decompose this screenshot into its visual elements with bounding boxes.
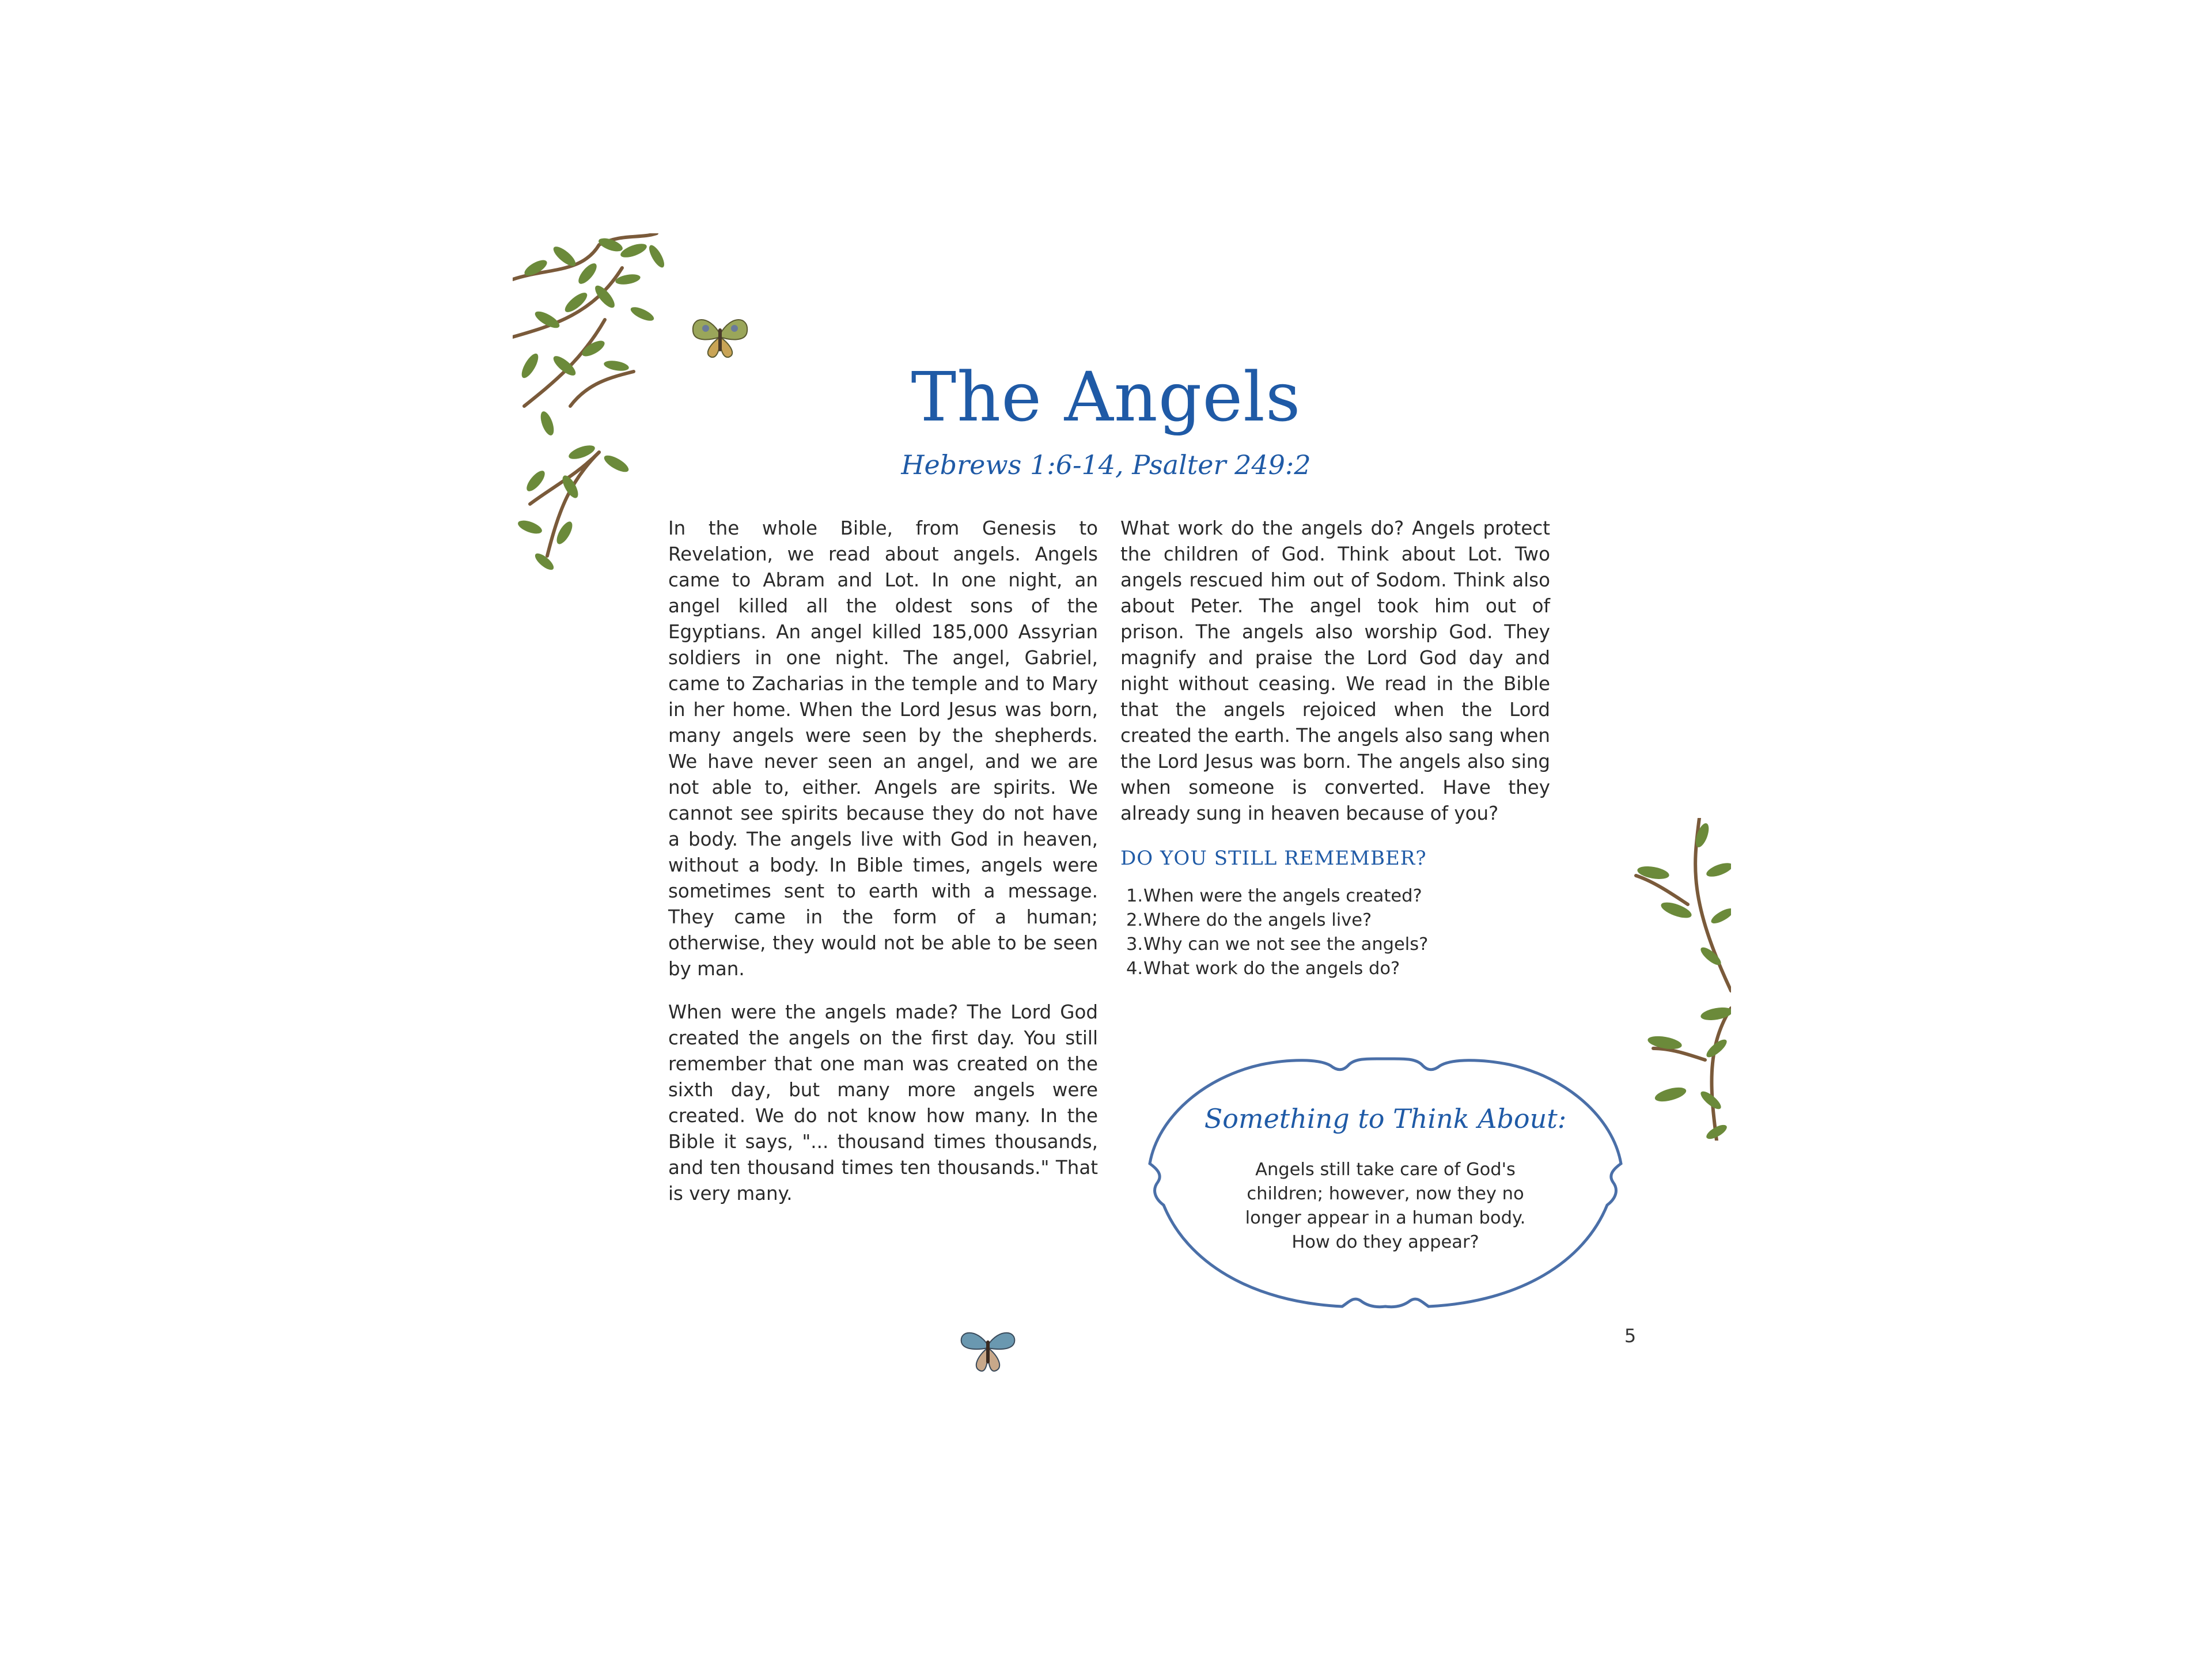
question-text: When were the angels created? xyxy=(1143,886,1422,906)
body-paragraph: When were the angels made? The Lord God created the angels on the first day. You still remember that one man was created on the sixth day, but many more angels were created. We do not know how many. In the Bible it says, "... thousand times thousands, and ten thousand times ten thousands." That is very many. xyxy=(668,1001,1098,1205)
question-number: 4. xyxy=(1126,959,1143,979)
question-number: 2. xyxy=(1126,910,1143,930)
body-paragraph: In the whole Bible, from Genesis to Revelation, we read about angels. Angels came to Abram and Lot. In one night, an angel killed all the oldest sons of the Egyptians. An angel killed 185,000 Assyrian soldiers in one night. The angel, Gabriel, came to Zacharias in the temple and to Mary in her home. When the Lord Jesus was born, many angels were seen by the shepherds. We have never seen an angel, and we are not able to, either. Angels are spirits. We cannot see spirits because they do not have a body. The angels live with God in heaven, without a body. In Bible times, angels were sometimes sent to earth with a message. They came in the form of a human; otherwise, they would not be able to be seen by man. xyxy=(668,517,1098,980)
right-column xyxy=(1120,516,1550,844)
think-about-text: Angels still take care of God's children; however, now they no longer appear in a human body. How do they appear? xyxy=(1245,1160,1526,1252)
question-text: What work do the angels do? xyxy=(1143,959,1400,979)
leaf-branch-right-illustration xyxy=(1630,818,1731,1141)
left-column xyxy=(668,516,1098,1224)
question-item xyxy=(1126,933,1428,957)
question-number: 3. xyxy=(1126,934,1143,955)
question-item xyxy=(1126,884,1428,908)
question-item xyxy=(1126,957,1428,981)
page-title: The Angels xyxy=(911,357,1301,437)
butterfly-top-illustration xyxy=(688,311,752,360)
think-about-title: Something to Think About: xyxy=(1204,1103,1567,1134)
question-text: Where do the angels live? xyxy=(1143,910,1372,930)
page-number: 5 xyxy=(1624,1325,1637,1347)
question-list xyxy=(1126,884,1428,981)
scripture-reference: Hebrews 1:6-14, Psalter 249:2 xyxy=(901,449,1311,480)
leaf-branch-top-left-illustration xyxy=(513,233,674,573)
body-paragraph: What work do the angels do? Angels protect the children of God. Think about Lot. Two angels rescued him out of Sodom. Think also about Peter. The angel took him out of prison. The angels also worship God. They magnify and praise the Lord God day and night without ceasing. We read in the Bible that the angels rejoiced when the Lord created the earth. The angels also sang when the Lord Jesus was born. The angels also sing when someone is converted. Have they already sung in heaven because of you? xyxy=(1120,517,1550,824)
question-number: 1. xyxy=(1126,886,1143,906)
question-text: Why can we not see the angels? xyxy=(1143,934,1429,955)
remember-heading: DO YOU STILL REMEMBER? xyxy=(1120,847,1427,870)
butterfly-bottom-illustration xyxy=(959,1328,1017,1374)
question-item xyxy=(1126,908,1428,933)
